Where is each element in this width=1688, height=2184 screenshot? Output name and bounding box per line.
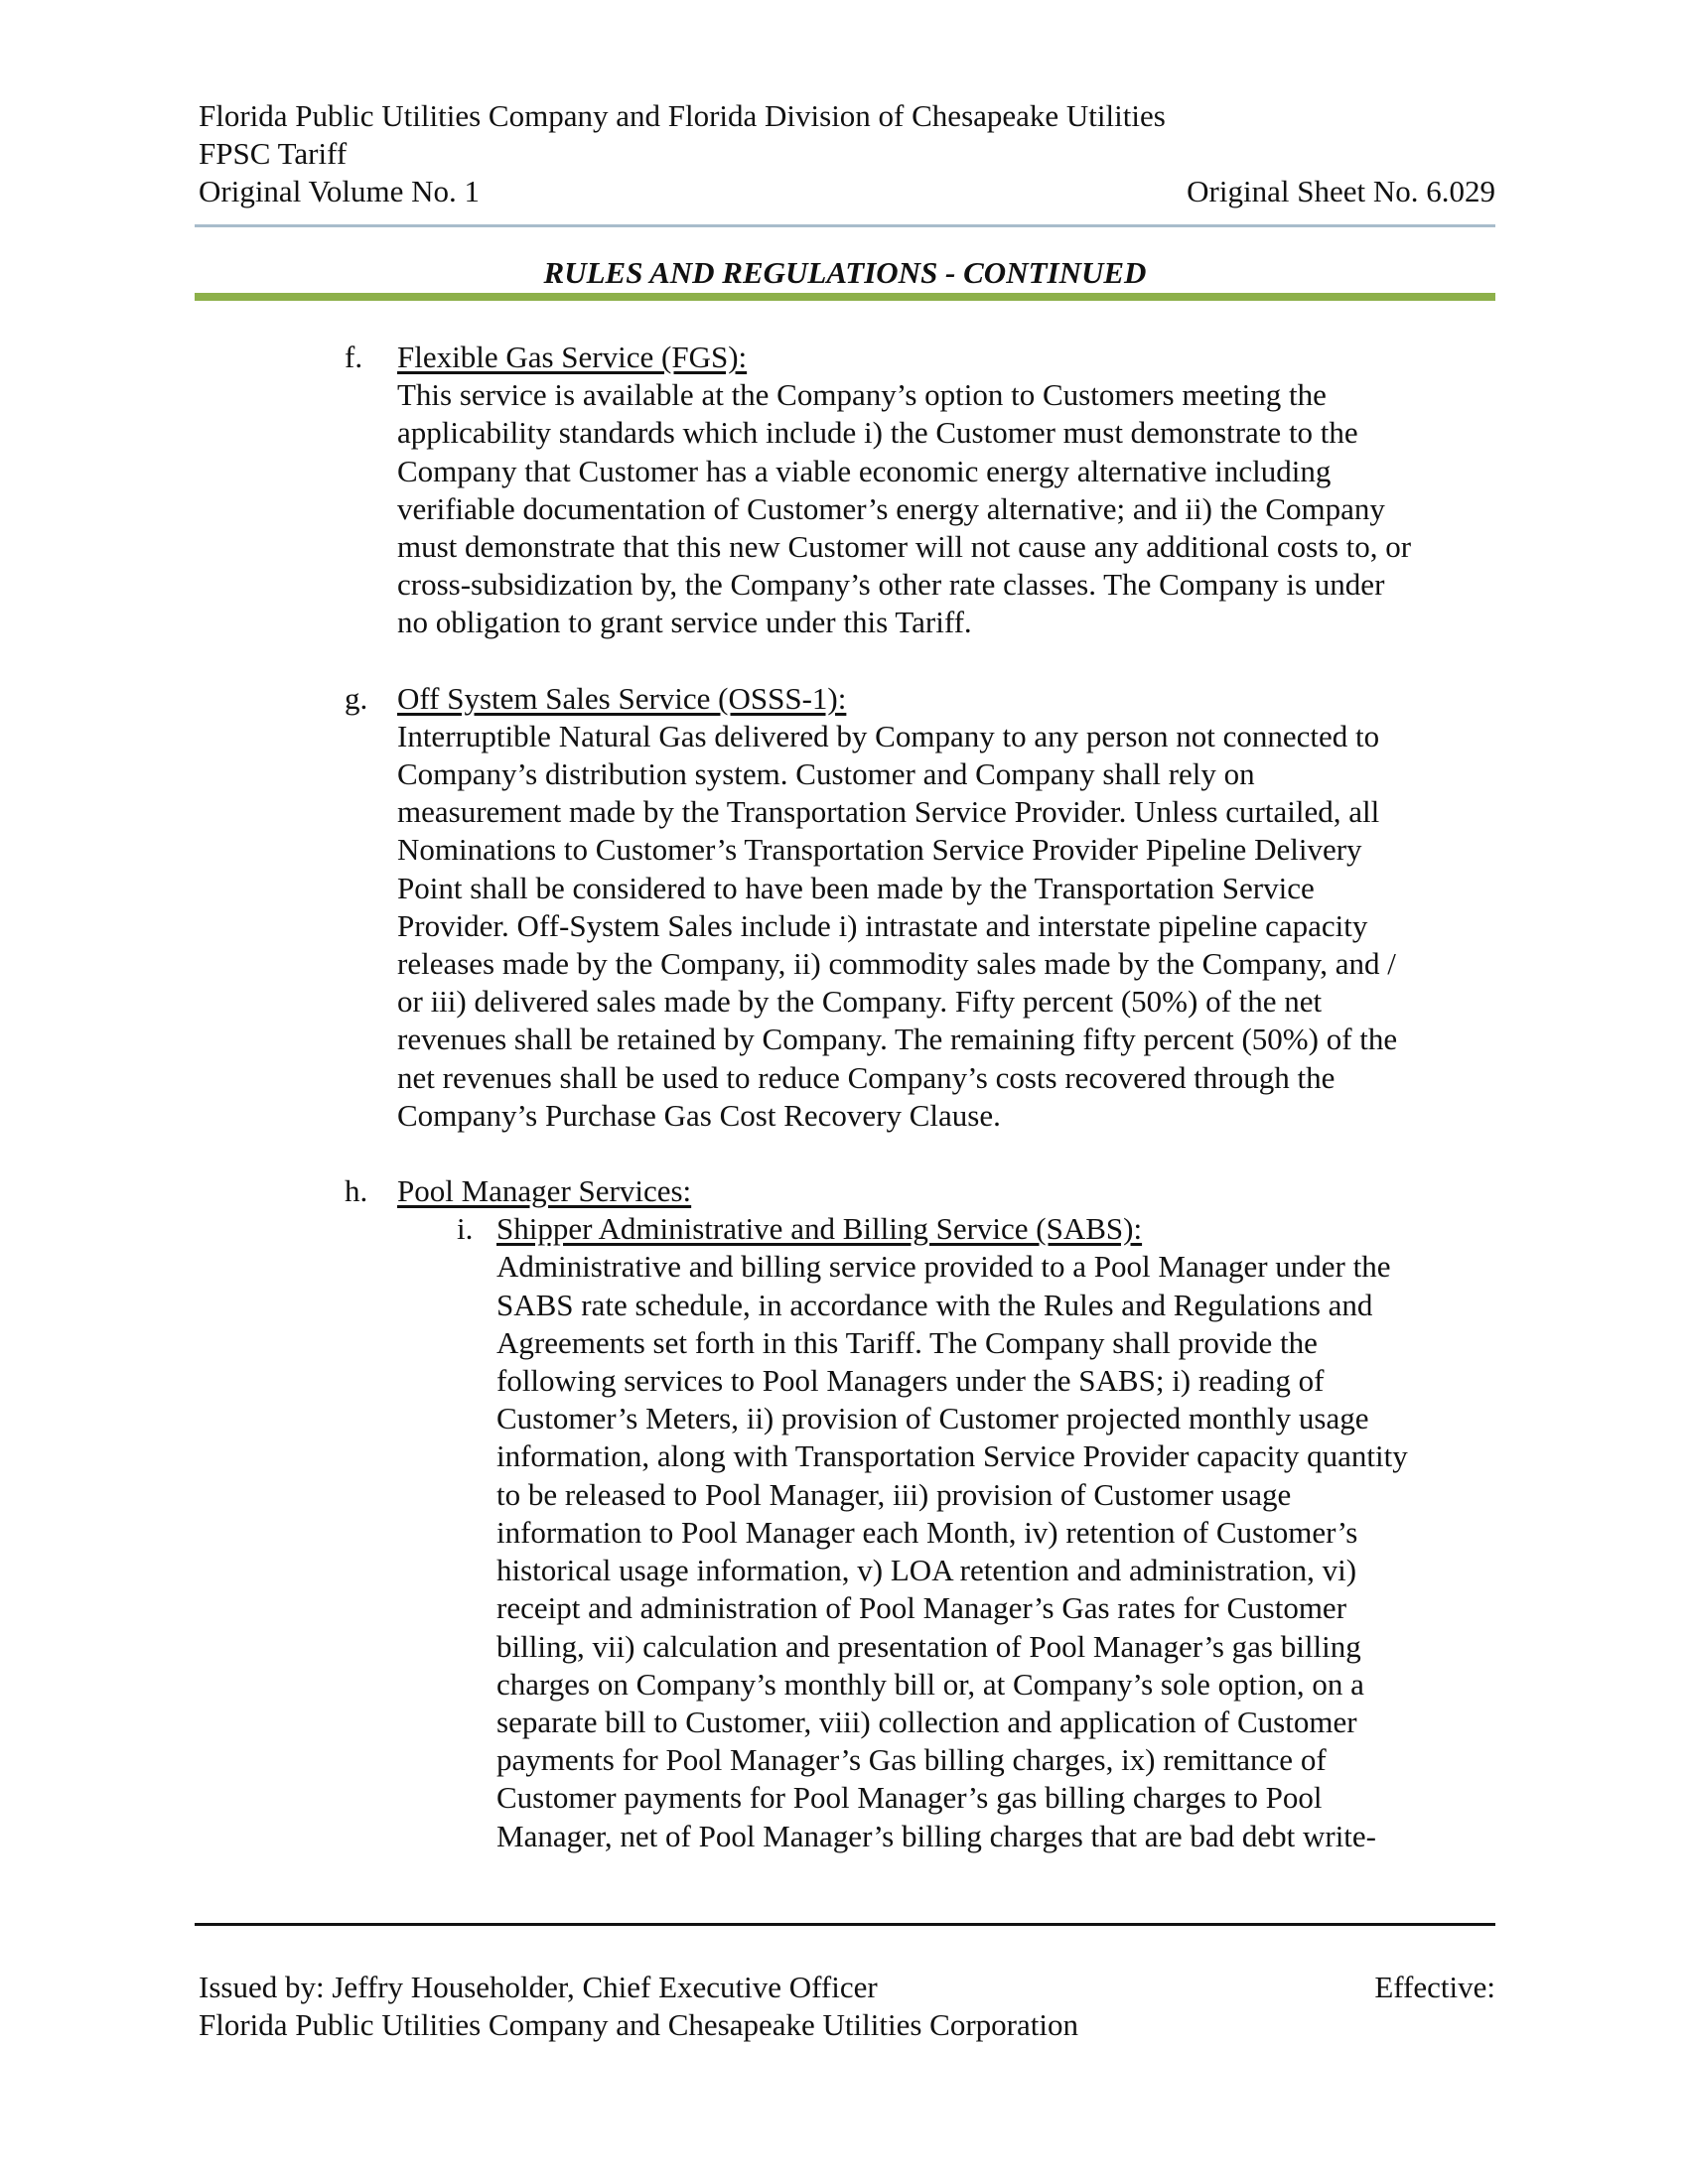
item-marker: g.: [345, 680, 368, 716]
header-divider: [195, 224, 1495, 227]
subitem-shipper-administrative-billing: [397, 1210, 1499, 1854]
header-company-line: Florida Public Utilities Company and Florida Division of Chesapeake Utilities: [199, 98, 1166, 133]
item-title: Pool Manager Services:: [397, 1173, 692, 1209]
header-volume: Original Volume No. 1: [199, 174, 481, 208]
footer-divider: [195, 1923, 1495, 1926]
header-sheet-number: Original Sheet No. 6.029: [1187, 174, 1495, 208]
header-tariff-line: FPSC Tariff: [199, 136, 348, 171]
document-body: [199, 339, 1499, 1855]
footer-issued-row: [199, 1969, 1495, 2006]
subitem-paragraph: Administrative and billing service provided to a Pool Manager under the SABS rate schedule, in accordance with the Rules and Regulations and Agreements set forth in this Tariff. The Company shall provide the following services to Pool Managers under the SABS; i) reading of Customer’s Meters, ii) provision of Customer projected monthly usage information, along with Transportation Service Provider capacity quantity to be released to Pool Manager, iii) provision of Customer usage information to Pool Manager each Month, iv) retention of Customer’s historical usage information, v) LOA retention and administration, vi) receipt and administration of Pool Manager’s Gas rates for Customer billing, vii) calculation and presentation of Pool Manager’s gas billing charges on Company’s monthly bill or, at Company’s sole option, on a separate bill to Customer, viii) collection and application of Customer payments for Pool Manager’s Gas billing charges, ix) remittance of Customer payments for Pool Manager’s gas billing charges to Pool Manager, net of Pool Manager’s billing charges that are bad debt write-: [496, 1249, 1408, 1853]
header-volume-row: [199, 173, 1495, 210]
item-off-system-sales-service: [199, 680, 1499, 1135]
section-title: RULES AND REGULATIONS - CONTINUED: [543, 255, 1147, 290]
item-title: Off System Sales Service (OSSS-1):: [397, 680, 847, 716]
page-footer: [199, 1969, 1495, 2044]
item-marker: h.: [345, 1173, 368, 1209]
subitem-title: Shipper Administrative and Billing Service (SABS):: [496, 1211, 1143, 1247]
item-paragraph: This service is available at the Company’s option to Customers meeting the applicability standards which include i) the Customer must demonstrate to the Company that Customer has a viable economic energy alternative including verifiable documentation of Customer’s energy alternative; and ii) the Company must demonstrate that this new Customer will not cause any additional costs to, or cross-subsidization by, the Company’s other rate classes. The Company is under no obligation to grant service under this Tariff.: [397, 377, 1412, 640]
footer-effective: Effective:: [1374, 1970, 1495, 2004]
footer-company: Florida Public Utilities Company and Chesapeake Utilities Corporation: [199, 2007, 1078, 2042]
subitem-marker: i.: [457, 1211, 474, 1247]
footer-issued-by: Issued by: Jeffry Householder, Chief Executive Officer: [199, 1970, 878, 2004]
item-paragraph: Interruptible Natural Gas delivered by Company to any person not connected to Company’s distribution system. Customer and Company shall rely on measurement made by the Transportation Service Provider. Unless curtailed, all Nominations to Customer’s Transportation Service Provider Pipeline Delivery Point shall be considered to have been made by the Transportation Service Provider. Off-System Sales include i) intrastate and interstate pipeline capacity releases made by the Company, ii) commodity sales made by the Company, and / or iii) delivered sales made by the Company. Fifty percent (50%) of the net revenues shall be retained by Company. The remaining fifty percent (50%) of the net revenues shall be used to reduce Company’s costs recovered through the Company’s Purchase Gas Cost Recovery Clause.: [397, 718, 1398, 1133]
section-title-divider: [195, 293, 1495, 301]
item-marker: f.: [345, 340, 363, 374]
page-header: [199, 97, 1495, 210]
item-title: Flexible Gas Service (FGS):: [397, 340, 748, 374]
item-flexible-gas-service: [199, 339, 1499, 642]
item-pool-manager-services: [199, 1172, 1499, 1855]
